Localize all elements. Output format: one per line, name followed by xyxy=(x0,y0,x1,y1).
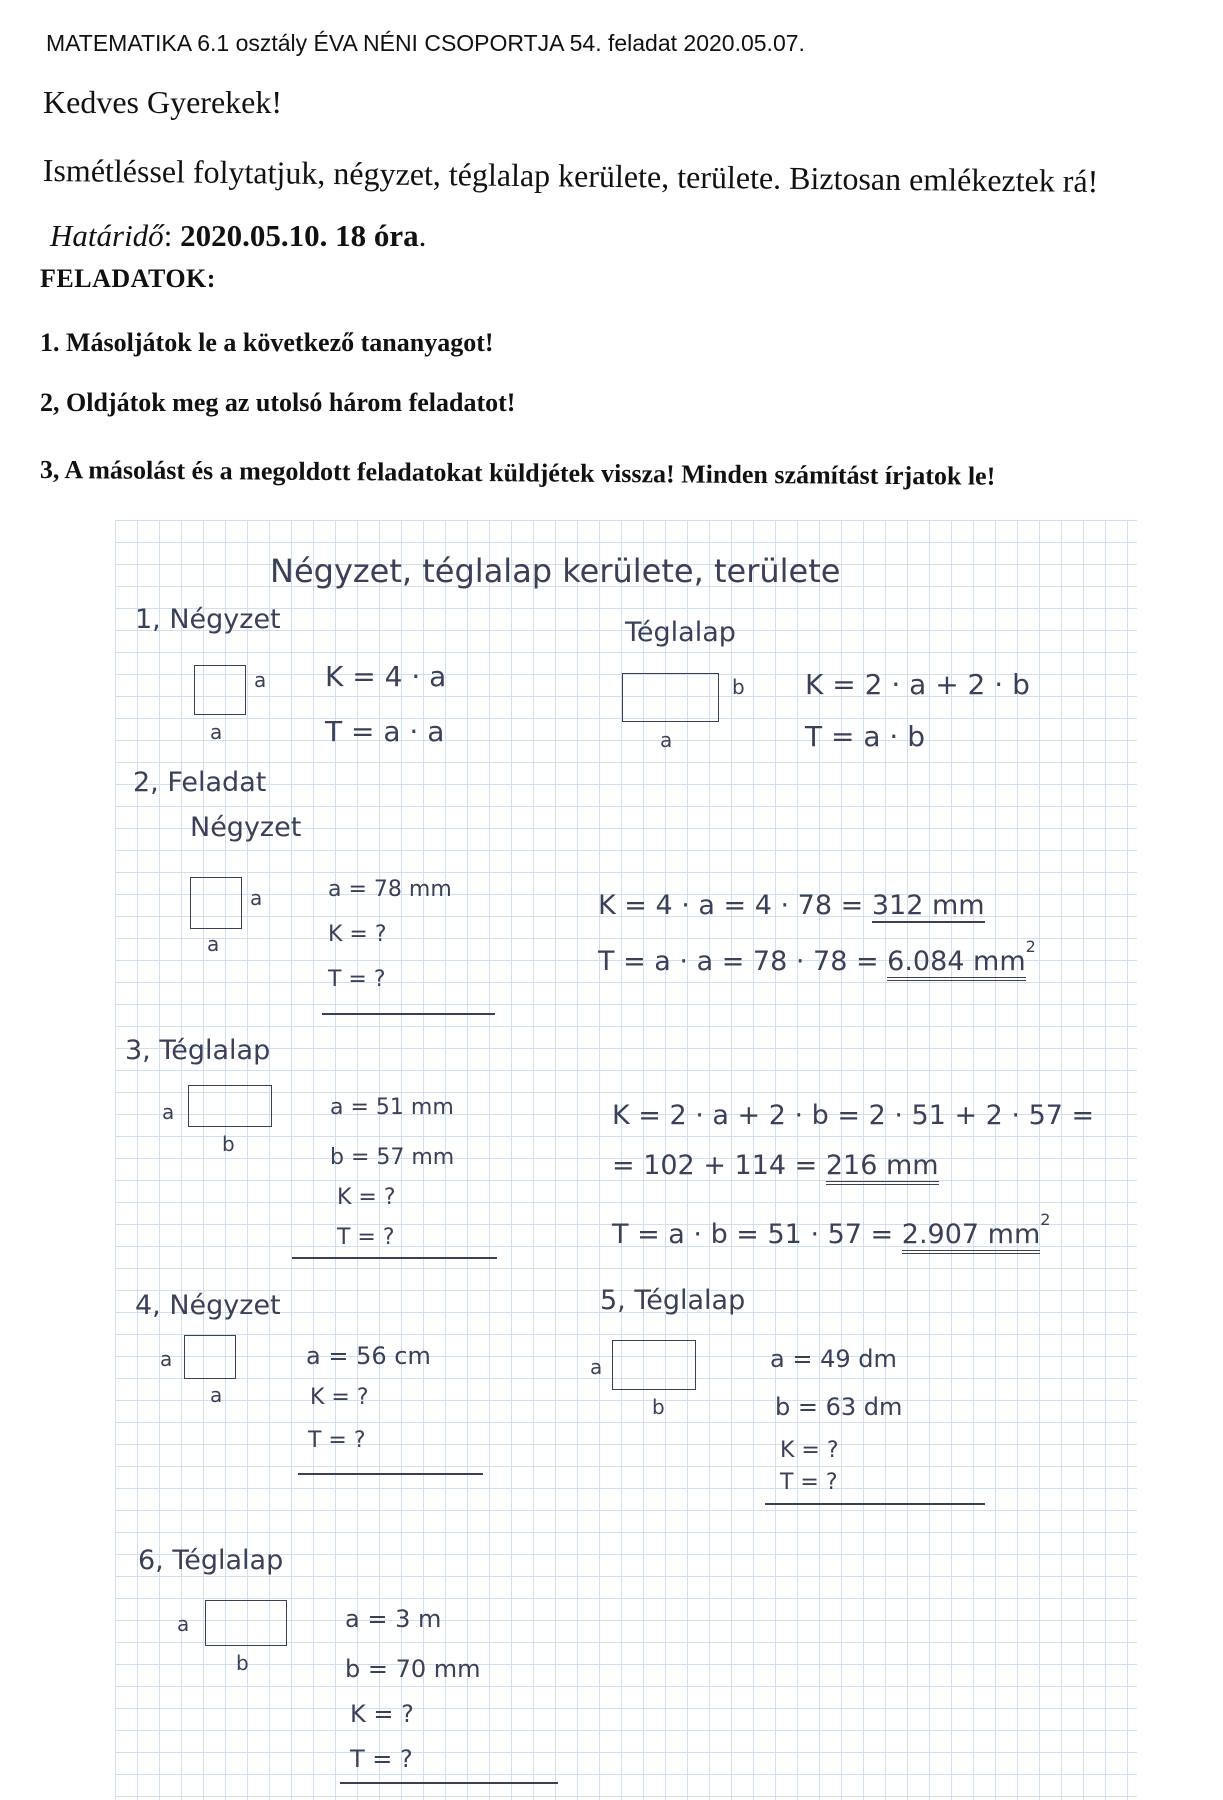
s3-given-b: b = 57 mm xyxy=(330,1145,455,1170)
s2-superscript: 2 xyxy=(1025,937,1036,956)
s1-square-bottom: a xyxy=(210,720,223,744)
s6-rect-side: a xyxy=(177,1612,190,1636)
s4-label: 4, Négyzet xyxy=(135,1290,281,1321)
s1-t-formula-rect: T = a · b xyxy=(805,720,925,753)
s3-ask-t: T = ? xyxy=(337,1225,395,1250)
deadline: Határidő: 2020.05.10. 18 óra. xyxy=(50,218,427,253)
s5-given-underline xyxy=(765,1503,985,1505)
s6-given-a: a = 3 m xyxy=(345,1605,442,1633)
s2-square-shape xyxy=(190,877,242,929)
s1-rect-side: b xyxy=(732,675,745,699)
intro-text: Ismétléssel folytatjuk, négyzet, téglalap kerülete, területe. Biztosan emlékeztek rá! xyxy=(42,152,1099,200)
s6-rect-bottom: b xyxy=(236,1651,249,1675)
s2-result-k: 312 mm xyxy=(871,890,985,921)
s4-square-side: a xyxy=(160,1347,173,1371)
s1-t-formula-square: T = a · a xyxy=(325,715,445,748)
s3-calc-k2: = 102 + 114 = 216 mm xyxy=(612,1150,939,1181)
s2-square-bottom: a xyxy=(207,932,220,956)
s2-calc-t: T = a · a = 78 · 78 = 6.084 $mm^2$ xyxy=(598,937,1036,977)
header-line: MATEMATIKA 6.1 osztály ÉVA NÉNI CSOPORTJA 54. feladat 2020.05.07. xyxy=(46,30,805,56)
s5-label: 5, Téglalap xyxy=(600,1285,746,1316)
s2-result-t: 6.084 mm xyxy=(887,946,1025,981)
s1-square-side: a xyxy=(254,668,267,692)
s3-ask-k: K = ? xyxy=(337,1185,396,1210)
tasks-heading: FELADATOK: xyxy=(40,264,216,293)
s2-label: 2, Feladat xyxy=(133,767,267,798)
s1-k-formula-rect: K = 2 · a + 2 · b xyxy=(805,668,1030,701)
s5-given-a: a = 49 dm xyxy=(770,1345,897,1373)
s2-given-a: a = 78 mm xyxy=(328,877,452,902)
s1-rect-label: Téglalap xyxy=(625,617,736,648)
s4-given-underline xyxy=(298,1473,483,1475)
task-item-2: 2, Oldjátok meg az utolsó három feladatot! xyxy=(40,388,516,417)
s6-given-underline xyxy=(340,1782,558,1784)
s3-given-a: a = 51 mm xyxy=(330,1095,454,1120)
s5-ask-t: T = ? xyxy=(780,1470,838,1495)
notes-title: Négyzet, téglalap kerülete, területe xyxy=(270,552,841,590)
s2-given-underline xyxy=(322,1013,495,1015)
s3-calc-k1: K = 2 · a + 2 · b = 2 · 51 + 2 · 57 = xyxy=(612,1100,1095,1131)
s6-ask-t: T = ? xyxy=(350,1745,413,1773)
s1-rect-shape xyxy=(622,673,719,722)
s3-rect-shape xyxy=(188,1085,272,1127)
s4-square-bottom: a xyxy=(210,1383,223,1407)
s2-calc-k: K = 4 · a = 4 · 78 = 312 mm xyxy=(598,890,985,921)
deadline-label: Határidő xyxy=(50,218,164,253)
s3-given-underline xyxy=(292,1257,497,1259)
deadline-value: 2020.05.10. 18 óra xyxy=(180,218,419,253)
s2-shape: Négyzet xyxy=(190,812,302,843)
task-item-3: 3, A másolást és a megoldott feladatokat küldjétek vissza! Minden számítást írjatok le! xyxy=(39,455,996,491)
s3-rect-bottom: b xyxy=(222,1132,235,1156)
s4-square-shape xyxy=(184,1335,236,1379)
s5-rect-bottom: b xyxy=(652,1395,665,1419)
s2-ask-t: T = ? xyxy=(328,967,386,992)
s1-k-formula-square: K = 4 · a xyxy=(325,660,447,693)
s3-result-t: 2.907 mm xyxy=(902,1219,1040,1254)
s6-label: 6, Téglalap xyxy=(138,1545,284,1576)
s6-ask-k: K = ? xyxy=(350,1700,414,1728)
s1-square-shape xyxy=(194,665,246,715)
s3-calc-t: T = a · b = 51 · 57 = 2.907 $mm^2$ xyxy=(612,1210,1050,1250)
s3-result-k: 216 mm xyxy=(826,1150,939,1185)
s1-rect-bottom: a xyxy=(660,728,673,752)
task-item-1: 1. Másoljátok le a következő tananyagot! xyxy=(40,328,494,357)
s3-label: 3, Téglalap xyxy=(125,1035,271,1066)
s2-ask-k: K = ? xyxy=(328,922,387,947)
s5-given-b: b = 63 dm xyxy=(775,1393,903,1421)
s5-rect-shape xyxy=(612,1340,696,1390)
s5-rect-side: a xyxy=(590,1355,603,1379)
s1-label: 1, Négyzet xyxy=(135,604,281,635)
s4-ask-t: T = ? xyxy=(308,1428,366,1453)
s4-given-a: a = 56 cm xyxy=(306,1342,431,1370)
s4-ask-k: K = ? xyxy=(310,1385,369,1410)
s6-rect-shape xyxy=(205,1600,287,1646)
s3-superscript: 2 xyxy=(1040,1210,1051,1229)
s5-ask-k: K = ? xyxy=(780,1438,839,1463)
s2-square-side: a xyxy=(250,886,263,910)
s3-rect-side: a xyxy=(162,1100,175,1124)
greeting: Kedves Gyerekek! xyxy=(43,84,282,120)
s6-given-b: b = 70 mm xyxy=(345,1655,481,1683)
